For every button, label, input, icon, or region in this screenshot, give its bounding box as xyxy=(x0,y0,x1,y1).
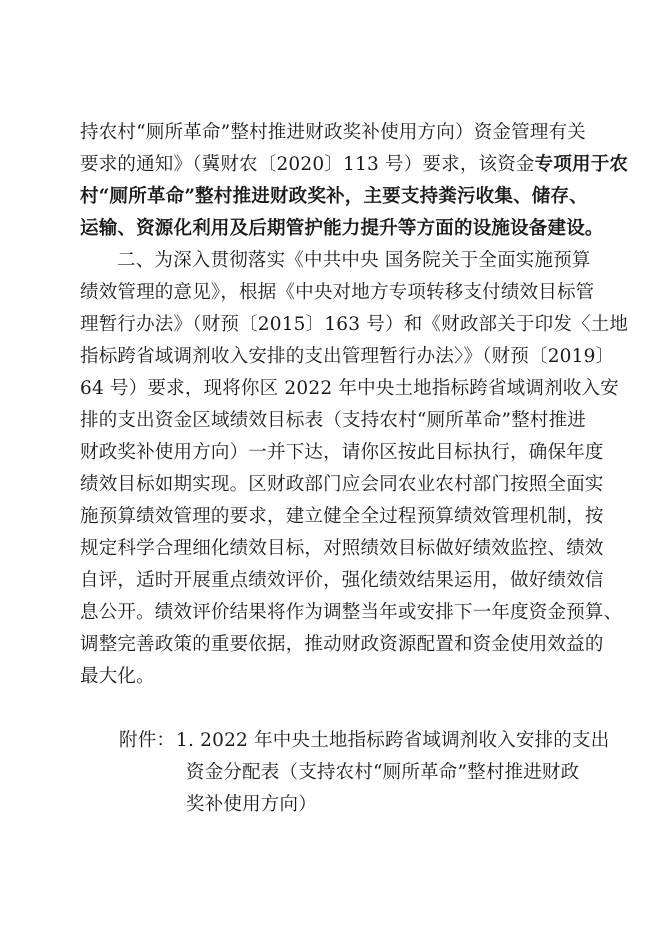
paragraph2-line9: 施预算绩效管理的要求，建立健全全过程预算绩效管理机制，按 xyxy=(80,506,604,527)
paragraph1-line2 xyxy=(80,152,629,178)
paragraph2-line3: 理暂行办法》（财预〔2015〕163 号）和《财政部关于印发〈土地 xyxy=(80,314,629,335)
attachment-line1: 1. 2022 年中央土地指标跨省域调剂收入安排的支出 xyxy=(176,730,610,751)
paragraph2-line11: 自评，适时开展重点绩效评价，强化绩效结果运用，做好绩效信 xyxy=(80,570,604,591)
paragraph2-line7: 财政奖补使用方向）一并下达，请你区按此目标执行，确保年度 xyxy=(80,442,604,463)
paragraph2-line8: 绩效目标如期实现。区财政部门应会同农业农村部门按照全面实 xyxy=(80,474,604,495)
paragraph2-line12: 息公开。绩效评价结果将作为调整当年或安排下一年度资金预算、 xyxy=(80,602,623,623)
attachment-label: 附件： xyxy=(119,730,176,751)
paragraph2-line6: 排的支出资金区域绩效目标表（支持农村“厕所革命”整村推进 xyxy=(80,410,586,431)
paragraph1-line1: 持农村“厕所革命”整村推进财政奖补使用方向）资金管理有关 xyxy=(80,122,586,143)
paragraph2-line5: 64 号）要求，现将你区 2022 年中央土地指标跨省域调剂收入安 xyxy=(80,378,619,399)
paragraph2-line10: 规定科学合理细化绩效目标，对照绩效目标做好绩效监控、绩效 xyxy=(80,538,604,559)
paragraph1-line2-normal: 要求的通知》（冀财农〔2020〕113 号）要求，该资金 xyxy=(80,154,535,175)
attachment-line2: 资金分配表（支持农村“厕所革命”整村推进财政 xyxy=(186,762,580,783)
paragraph2-line13: 调整完善政策的重要依据，推动财政资源配置和资金使用效益的 xyxy=(80,634,604,655)
paragraph2-line4: 指标跨省域调剂收入安排的支出管理暂行办法〉》（财预〔2019〕 xyxy=(80,346,615,367)
paragraph2-line2: 绩效管理的意见》，根据《中央对地方专项转移支付绩效目标管 xyxy=(80,282,595,303)
paragraph2-line14: 最大化。 xyxy=(80,666,155,687)
paragraph1-line4: 运输、资源化利用及后期管护能力提升等方面的设施设备建设。 xyxy=(80,218,604,239)
paragraph1-line2-bold: 专项用于农 xyxy=(534,154,629,175)
paragraph2-line1: 二、为深入贯彻落实《中共中央 国务院关于全面实施预算 xyxy=(117,250,591,271)
paragraph1-line3: 村“厕所革命”整村推进财政奖补，主要支持粪污收集、储存、 xyxy=(80,186,588,207)
attachment-line3: 奖补使用方向） xyxy=(186,794,317,815)
